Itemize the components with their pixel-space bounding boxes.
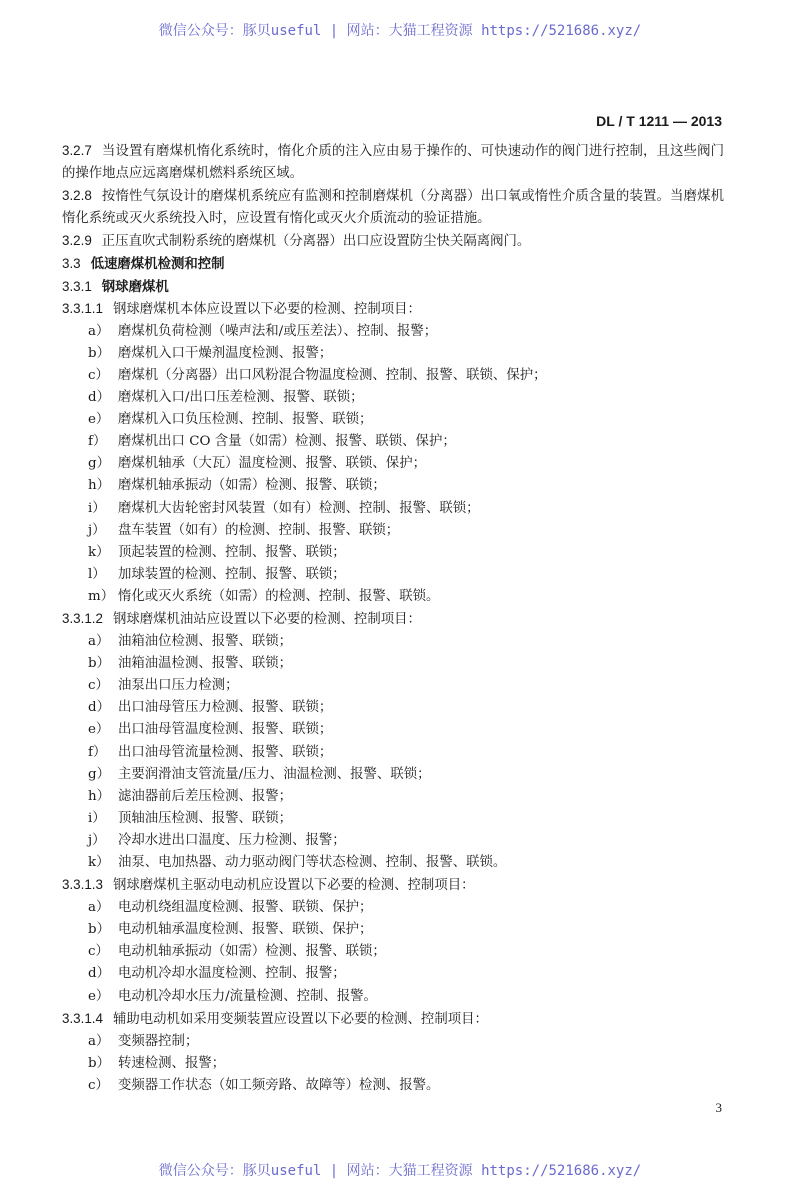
list-item [62, 1053, 724, 1075]
list-text: 磨煤机负荷检测（噪声法和/或压差法）、控制、报警； [118, 323, 438, 339]
list-label: m） [88, 588, 115, 604]
list-label: f） [88, 434, 107, 450]
list-text: 磨煤机入口/出口压差检测、报警、联锁； [118, 390, 364, 406]
clause-number: 3.3.1.4 [62, 1010, 103, 1026]
watermark-footer: 微信公众号：豚贝useful | 网站：大猫工程资源 https://521686.xyz/ [158, 1163, 642, 1179]
list-text: 出口油母管温度检测、报警、联锁； [118, 722, 333, 738]
list-text: 电动机冷却水压力/流量检测、控制、报警。 [118, 988, 377, 1004]
clause-number: 3.2.8 [62, 188, 92, 204]
list-label: d） [88, 700, 110, 716]
clause-text: 辅助电动机如采用变频装置应设置以下必要的检测、控制项目： [112, 1011, 488, 1027]
list-item [62, 365, 724, 387]
list-text: 磨煤机（分离器）出口风粉混合物温度检测、控制、报警、联锁、保护； [118, 367, 547, 383]
list-text: 变频器控制； [118, 1033, 199, 1049]
list-item [62, 697, 724, 719]
list-text: 油泵、电加热器、动力驱动阀门等状态检测、控制、报警、联锁。 [118, 855, 507, 870]
list-item [62, 919, 724, 941]
list-item [62, 986, 724, 1008]
list-label: e） [88, 412, 110, 428]
list-text: 磨煤机大齿轮密封风装置（如有）检测、控制、报警、联锁； [118, 500, 480, 516]
list-text: 油箱油温检测、报警、联锁； [118, 656, 293, 672]
list-label: b） [88, 345, 110, 361]
section-title: 低速磨煤机检测和控制 [90, 256, 225, 272]
list-item [62, 343, 724, 365]
list-label: d） [88, 966, 110, 982]
list-item [62, 653, 724, 675]
list-item [62, 852, 724, 874]
list-label: j） [88, 832, 106, 848]
list-text: 惰化或灭火系统（如需）的检测、控制、报警、联锁。 [118, 588, 440, 604]
clause [62, 230, 724, 253]
list-label: f） [88, 744, 107, 760]
clause [62, 874, 724, 897]
list-item [62, 764, 724, 786]
list-item [62, 941, 724, 963]
page-number: 3 [715, 1100, 722, 1115]
clause-text: 正压直吹式制粉系统的磨煤机（分离器）出口应设置防尘快关隔离阀门。 [101, 234, 531, 250]
section-heading-3-3 [62, 253, 724, 275]
list-text: 油箱油位检测、报警、联锁； [118, 634, 293, 650]
list-item [62, 963, 724, 985]
clause [62, 185, 724, 230]
list-item [62, 498, 724, 520]
clause-text: 钢球磨煤机本体应设置以下必要的检测、控制项目： [112, 301, 421, 317]
list-label: j） [88, 522, 106, 538]
list-item [62, 409, 724, 431]
list-item [62, 719, 724, 741]
list-item [62, 586, 724, 608]
list-item [62, 475, 724, 497]
list-label: i） [88, 500, 106, 516]
list-item [62, 431, 724, 453]
document-body [62, 140, 724, 1097]
list-label: k） [88, 544, 110, 560]
list-text: 磨煤机轴承振动（如需）检测、报警、联锁； [118, 478, 386, 494]
list-item [62, 564, 724, 586]
list-text: 出口油母管流量检测、报警、联锁； [118, 744, 333, 760]
list-text: 磨煤机入口干燥剂温度检测、报警； [118, 345, 333, 361]
list-label: e） [88, 988, 110, 1004]
clause-number: 3.2.7 [62, 143, 92, 158]
list-text: 磨煤机入口负压检测、控制、报警、联锁； [118, 412, 373, 428]
watermark-header: 微信公众号：豚贝useful | 网站：大猫工程资源 https://521686.xyz/ [158, 23, 642, 39]
list-item [62, 897, 724, 919]
clause-number: 3.3.1.2 [62, 610, 103, 626]
list-label: b） [88, 656, 110, 672]
list-item [62, 742, 724, 764]
list-text: 油泵出口压力检测； [118, 678, 239, 694]
clause-text: 当设置有磨煤机惰化系统时，惰化介质的注入应由易于操作的、可快速动作的阀门进行控制，且这些阀门的操作地点应远离磨煤机燃料系统区域。 [62, 144, 724, 182]
list-item [62, 387, 724, 409]
list-label: h） [88, 478, 111, 494]
list-text: 主要润滑油支管流量/压力、油温检测、报警、联锁； [118, 766, 431, 782]
list-text: 磨煤机出口 CO 含量（如需）检测、报警、联锁、保护； [118, 434, 456, 450]
list-text: 转速检测、报警； [118, 1055, 226, 1071]
list-label: c） [88, 678, 109, 694]
list-item [62, 808, 724, 830]
list-label: g） [88, 456, 110, 472]
clause-text: 钢球磨煤机主驱动电动机应设置以下必要的检测、控制项目： [112, 878, 475, 894]
list-text: 加球装置的检测、控制、报警、联锁； [118, 566, 346, 582]
list-text: 盘车装置（如有）的检测、控制、报警、联锁； [118, 522, 400, 538]
clause-number: 3.2.9 [62, 233, 92, 249]
list-text: 出口油母管压力检测、报警、联锁； [118, 700, 333, 716]
list-label: a） [88, 900, 110, 916]
list-label: d） [88, 390, 110, 406]
list-label: a） [88, 634, 110, 650]
list-label: h） [88, 788, 111, 804]
list-label: c） [88, 1077, 109, 1093]
section-title: 钢球磨煤机 [101, 278, 169, 294]
clause-number: 3.3.1.3 [62, 877, 103, 893]
section-number: 3.3 [62, 256, 81, 272]
list-label: a） [88, 1033, 110, 1049]
list-item [62, 321, 724, 343]
list-item [62, 1075, 724, 1097]
list-text: 顶起装置的检测、控制、报警、联锁； [118, 544, 346, 560]
list-label: k） [88, 855, 110, 870]
list-text: 磨煤机轴承（大瓦）温度检测、报警、联锁、保护； [118, 456, 426, 472]
section-heading-3-3-1 [62, 276, 724, 298]
list-label: i） [88, 810, 106, 826]
list-text: 滤油器前后差压检测、报警； [118, 788, 293, 804]
list-text: 变频器工作状态（如工频旁路、故障等）检测、报警。 [118, 1077, 440, 1093]
clause-text: 钢球磨煤机油站应设置以下必要的检测、控制项目： [112, 611, 421, 627]
list-text: 电动机绕组温度检测、报警、联锁、保护； [118, 900, 373, 916]
clause [62, 140, 724, 185]
list-label: e） [88, 722, 110, 738]
list-text: 顶轴油压检测、报警、联锁； [118, 810, 293, 826]
clause [62, 608, 724, 631]
list-label: b） [88, 1055, 110, 1071]
standard-number: DL / T 1211 — 2013 [596, 113, 722, 129]
section-number: 3.3.1 [62, 278, 92, 294]
list-text: 电动机轴承振动（如需）检测、报警、联锁； [118, 944, 386, 960]
clause-number: 3.3.1.1 [62, 300, 103, 316]
clause-text: 按惰性气氛设计的磨煤机系统应有监测和控制磨煤机（分离器）出口氧或惰性介质含量的装置。当磨煤机惰化系统或灭火系统投入时，应设置有惰化或灭火介质流动的验证措施。 [62, 189, 724, 227]
list-item [62, 1031, 724, 1053]
list-item [62, 675, 724, 697]
list-text: 电动机轴承温度检测、报警、联锁、保护； [118, 922, 373, 938]
list-item [62, 520, 724, 542]
list-label: l） [88, 566, 106, 582]
list-item [62, 631, 724, 653]
list-item [62, 453, 724, 475]
list-label: c） [88, 944, 109, 960]
list-item [62, 830, 724, 852]
clause [62, 298, 724, 321]
list-label: g） [88, 766, 110, 782]
list-label: b） [88, 922, 110, 938]
list-text: 冷却水进出口温度、压力检测、报警； [118, 832, 346, 848]
list-item [62, 786, 724, 808]
list-item [62, 542, 724, 564]
list-label: a） [88, 323, 110, 339]
list-label: c） [88, 367, 109, 383]
clause [62, 1008, 724, 1031]
list-text: 电动机冷却水温度检测、控制、报警； [118, 966, 346, 982]
